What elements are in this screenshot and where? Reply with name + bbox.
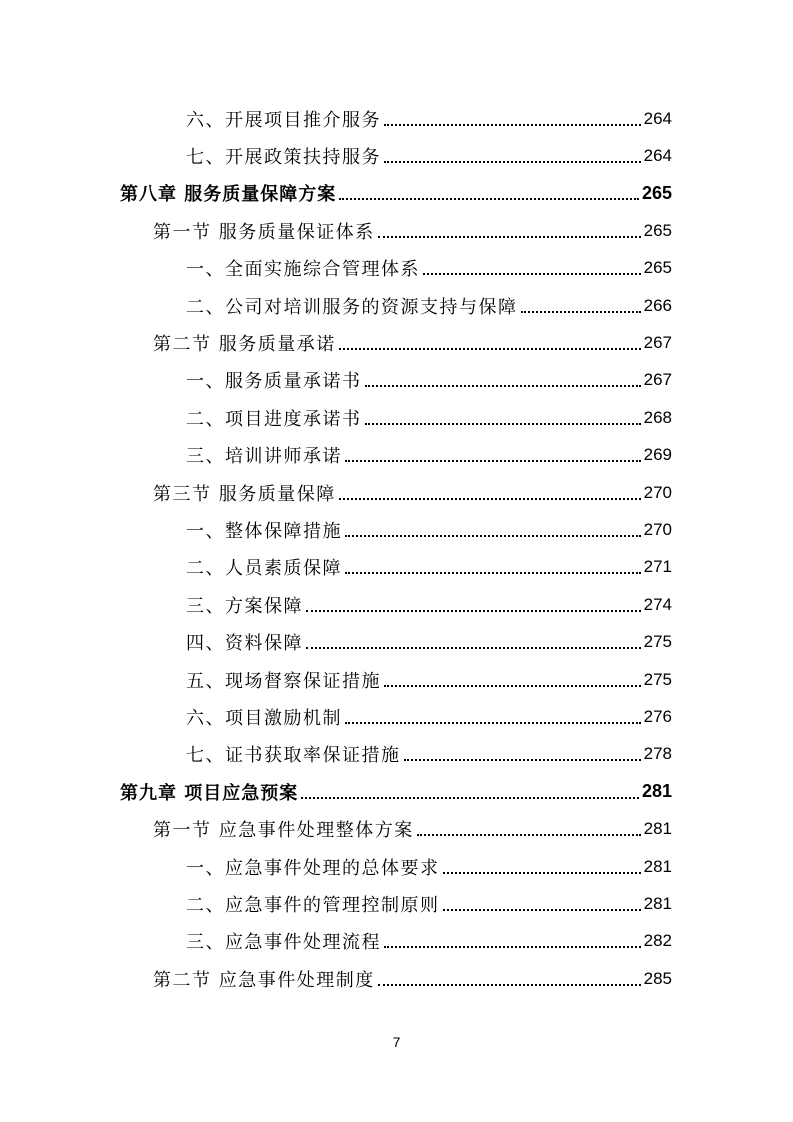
toc-dot-leader	[423, 273, 641, 275]
toc-dot-leader	[365, 385, 641, 387]
toc-item-row[interactable]	[0, 923, 793, 960]
toc-entry-page: 269	[643, 445, 672, 465]
toc-entry-title: 第八章 服务质量保障方案	[120, 184, 337, 206]
toc-entry-page: 281	[641, 781, 672, 802]
toc-entry-page: 268	[643, 407, 672, 427]
toc-item-row[interactable]	[0, 362, 793, 399]
toc-section-row[interactable]	[0, 960, 793, 997]
toc-item-row[interactable]	[0, 250, 793, 287]
toc-section-row[interactable]	[0, 474, 793, 511]
toc-entry-page: 285	[643, 968, 672, 988]
toc-entry-title: 第二节 服务质量承诺	[153, 334, 336, 356]
toc-entry-page: 281	[643, 893, 672, 913]
toc-entry-page: 267	[643, 370, 672, 390]
toc-dot-leader	[339, 498, 641, 500]
toc-item-row[interactable]	[0, 511, 793, 548]
toc-item-row[interactable]	[0, 736, 793, 773]
toc-item-row[interactable]	[0, 137, 793, 174]
toc-entry-page: 266	[643, 295, 672, 315]
toc-entry-page: 276	[643, 706, 672, 726]
toc-entry-page: 265	[643, 258, 672, 278]
toc-entry-title: 三、应急事件处理流程	[186, 932, 381, 954]
toc-entry-title: 三、方案保障	[186, 595, 303, 617]
toc-item-row[interactable]	[0, 399, 793, 436]
toc-item-row[interactable]	[0, 885, 793, 922]
toc-item-row[interactable]	[0, 661, 793, 698]
toc-entry-title: 第九章 项目应急预案	[120, 782, 299, 804]
toc-dot-leader	[345, 535, 641, 537]
toc-dot-leader	[417, 834, 641, 836]
table-of-contents	[0, 100, 793, 997]
toc-dot-leader	[339, 198, 639, 200]
toc-entry-title: 第一节 服务质量保证体系	[153, 221, 375, 243]
toc-entry-page: 265	[643, 220, 672, 240]
toc-entry-title: 三、培训讲师承诺	[186, 446, 342, 468]
toc-entry-page: 264	[643, 108, 672, 128]
toc-entry-title: 二、项目进度承诺书	[186, 408, 362, 430]
toc-dot-leader	[345, 722, 641, 724]
toc-entry-page: 278	[643, 744, 672, 764]
toc-dot-leader	[384, 161, 641, 163]
toc-entry-title: 第一节 应急事件处理整体方案	[153, 820, 414, 842]
toc-entry-title: 七、证书获取率保证措施	[186, 745, 401, 767]
toc-dot-leader	[378, 236, 641, 238]
toc-entry-title: 二、应急事件的管理控制原则	[186, 894, 440, 916]
toc-entry-page: 270	[643, 482, 672, 502]
toc-entry-page: 275	[643, 632, 672, 652]
toc-chapter-row[interactable]	[0, 175, 793, 212]
toc-dot-leader	[443, 909, 641, 911]
toc-dot-leader	[345, 572, 641, 574]
toc-item-row[interactable]	[0, 437, 793, 474]
toc-section-row[interactable]	[0, 212, 793, 249]
toc-item-row[interactable]	[0, 549, 793, 586]
toc-entry-title: 五、现场督察保证措施	[186, 670, 381, 692]
toc-entry-title: 六、项目激励机制	[186, 707, 342, 729]
toc-item-row[interactable]	[0, 698, 793, 735]
toc-entry-title: 二、人员素质保障	[186, 558, 342, 580]
toc-entry-title: 一、服务质量承诺书	[186, 371, 362, 393]
toc-entry-title: 七、开展政策扶持服务	[186, 147, 381, 169]
toc-entry-page: 267	[643, 333, 672, 353]
toc-entry-page: 265	[641, 182, 672, 203]
toc-dot-leader	[301, 797, 639, 799]
toc-entry-page: 274	[643, 594, 672, 614]
toc-entry-title: 一、全面实施综合管理体系	[186, 259, 420, 281]
toc-dot-leader	[521, 311, 641, 313]
toc-dot-leader	[378, 984, 641, 986]
toc-section-row[interactable]	[0, 324, 793, 361]
toc-entry-title: 一、整体保障措施	[186, 520, 342, 542]
toc-entry-page: 275	[643, 669, 672, 689]
toc-item-row[interactable]	[0, 848, 793, 885]
toc-section-row[interactable]	[0, 810, 793, 847]
toc-dot-leader	[404, 759, 641, 761]
toc-dot-leader	[345, 460, 641, 462]
toc-chapter-row[interactable]	[0, 773, 793, 810]
toc-entry-title: 六、开展项目推介服务	[186, 109, 381, 131]
toc-item-row[interactable]	[0, 586, 793, 623]
toc-dot-leader	[384, 124, 641, 126]
toc-item-row[interactable]	[0, 287, 793, 324]
page-number: 7	[392, 1034, 401, 1050]
toc-entry-page: 270	[643, 519, 672, 539]
toc-dot-leader	[384, 946, 641, 948]
toc-entry-title: 第二节 应急事件处理制度	[153, 969, 375, 991]
toc-dot-leader	[384, 685, 641, 687]
toc-entry-page: 281	[643, 819, 672, 839]
toc-entry-title: 二、公司对培训服务的资源支持与保障	[186, 296, 518, 318]
toc-entry-title: 一、应急事件处理的总体要求	[186, 857, 440, 879]
toc-entry-page: 281	[643, 856, 672, 876]
toc-dot-leader	[443, 872, 641, 874]
toc-dot-leader	[306, 610, 641, 612]
toc-entry-title: 第三节 服务质量保障	[153, 483, 336, 505]
toc-item-row[interactable]	[0, 100, 793, 137]
toc-entry-page: 264	[643, 146, 672, 166]
toc-entry-page: 282	[643, 931, 672, 951]
toc-dot-leader	[365, 423, 641, 425]
toc-dot-leader	[339, 348, 641, 350]
toc-entry-title: 四、资料保障	[186, 633, 303, 655]
toc-dot-leader	[306, 647, 641, 649]
toc-entry-page: 271	[643, 557, 672, 577]
toc-item-row[interactable]	[0, 623, 793, 660]
